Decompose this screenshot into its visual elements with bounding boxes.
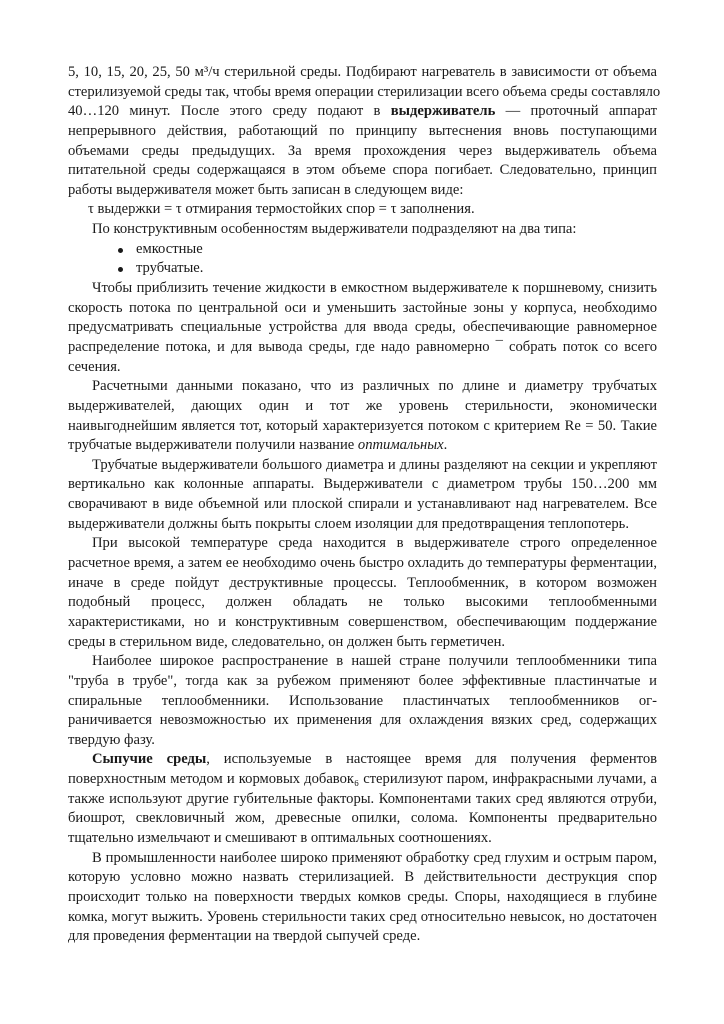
text-line xyxy=(68,770,657,790)
text-line xyxy=(68,475,657,495)
text-segment: трубчатые выдерживатели получили название xyxy=(68,437,358,454)
formula xyxy=(68,200,657,220)
text-line xyxy=(68,259,657,279)
text-line xyxy=(68,63,657,83)
text-segment: скорость потока по центральной оси и уменьшить застойные зоны у корпуса, необходимо xyxy=(68,299,657,316)
text-segment: 5, 10, 15, 20, 25, 50 м³/ч стерильной среды. Подбирают нагреватель в зависимости от объема xyxy=(68,64,657,80)
text-line xyxy=(68,83,661,103)
text-line xyxy=(68,377,657,397)
text-segment: — проточный аппарат xyxy=(495,103,657,120)
text-segment: среды в стерильном виде, следовательно, он должен быть герметичен. xyxy=(68,633,506,650)
text-line xyxy=(68,613,657,633)
text-segment: стерилизуемой среды так, чтобы время операции стерилизации всего объема среды составляло xyxy=(68,83,661,100)
text-segment: спиральные теплообменники. Использование пластинчатых теплообменников ог- xyxy=(68,692,657,709)
text-line xyxy=(68,692,657,712)
text-line xyxy=(68,200,657,220)
text-line xyxy=(68,358,657,378)
paragraph xyxy=(68,750,657,848)
text-line xyxy=(68,102,657,122)
text-segment: трубчатые. xyxy=(136,260,204,277)
text-line xyxy=(68,829,657,849)
text-segment: биошрот, свекловичный жом, древесные опилки, солома. Компоненты предварительно xyxy=(68,810,657,827)
bold-term: выдерживатель xyxy=(390,103,496,120)
text-line xyxy=(68,672,657,692)
text-line xyxy=(68,652,657,672)
text-line xyxy=(68,436,657,456)
text-segment: подобный процесс, должен обладать не только высокими теплообменными xyxy=(68,594,657,611)
paragraph xyxy=(68,63,661,200)
text-segment: . xyxy=(443,437,448,454)
text-line xyxy=(68,240,657,260)
text-segment: , используемые в настоящее время для получения ферментов xyxy=(206,751,658,768)
text-segment: емкостные xyxy=(136,240,203,257)
text-segment: расчетное время, а затем ее необходимо очень быстро охладить до температуры ферментации, xyxy=(68,555,657,572)
text-segment: происходит только на поверхности твердых комков среды. Споры, находящиеся в глубине xyxy=(68,888,657,905)
text-segment: предусматривать специальные устройства для ввода среды, обеспечивающие равномерное xyxy=(68,319,657,336)
paragraph xyxy=(68,456,657,535)
text-segment: сворачивают в виде объемной или плоской спирали и устанавливают над нагревателем. Все xyxy=(68,496,657,513)
text-line xyxy=(68,554,657,574)
text-line xyxy=(68,318,657,338)
text-line xyxy=(68,338,657,358)
text-segment: иначе в среде пойдут деструктивные процессы. Теплообменник, в котором возможен xyxy=(68,574,657,591)
text-line xyxy=(68,790,657,810)
text-segment: поверхностным методом и кормовых добавок₆ стерилизуют паром, инфракрасными лучами, а xyxy=(68,771,657,788)
text-line xyxy=(68,495,657,515)
text-line xyxy=(68,515,657,535)
text-line xyxy=(68,849,657,869)
text-segment: Трубчатые выдерживатели большого диаметра и длины разделяют на секции и укрепляют xyxy=(92,456,657,473)
text-segment: твердую фазу. xyxy=(68,731,155,748)
text-segment: наивыгоднейшим является тот, который характеризуется потоком с критерием Re = 50. Такие xyxy=(68,417,657,434)
text-line xyxy=(68,888,657,908)
text-line xyxy=(68,279,657,299)
text-segment: комка, могут выжить. Уровень стерильности таких сред относительно невысок, но достаточен xyxy=(68,908,657,925)
text-segment: По конструктивным особенностям выдерживатели подразделяют на два типа: xyxy=(92,221,577,238)
text-segment: распределение потока, и для вывода среды, где надо равномерно ¯ собрать поток со всего xyxy=(68,338,657,355)
text-line xyxy=(68,868,657,888)
text-segment: работы выдерживателя может быть записан в следующем виде: xyxy=(68,181,464,198)
document-page xyxy=(68,63,661,947)
paragraph xyxy=(68,279,657,377)
text-line xyxy=(68,299,657,319)
text-line xyxy=(68,397,657,417)
text-line xyxy=(68,161,657,181)
text-segment: τ выдержки = τ отмирания термостойких спор = τ заполнения. xyxy=(88,201,475,218)
text-segment: вертикально как колонные аппараты. Выдерживатели с диаметром трубы 150…200 мм xyxy=(68,476,657,493)
text-line xyxy=(68,534,657,554)
text-segment: 40…120 минут. После этого среду подают в xyxy=(68,103,391,120)
text-line xyxy=(68,122,657,142)
text-segment: тщательно измельчают и смешивают в оптимальных соотношениях. xyxy=(68,829,492,846)
text-line xyxy=(68,750,657,770)
paragraph xyxy=(68,652,657,750)
text-line xyxy=(68,927,657,947)
text-segment: выдерживатели должны быть покрыты слоем изоляции для предотвращения теплопотерь. xyxy=(68,515,629,532)
paragraph xyxy=(68,534,657,652)
text-segment: Наиболее широкое распространение в нашей стране получили теплообменники типа xyxy=(92,653,657,670)
text-line xyxy=(68,142,657,162)
text-line xyxy=(68,220,657,240)
text-segment: При высокой температуре среда находится в выдерживателе строго определенное xyxy=(92,535,657,552)
bullet-list-item xyxy=(68,259,657,279)
text-segment: В промышленности наиболее широко применяют обработку сред глухим и острым паром, xyxy=(92,849,657,866)
text-segment: сечения. xyxy=(68,358,121,375)
text-line xyxy=(68,574,657,594)
text-line xyxy=(68,711,657,731)
bullet-list-item xyxy=(68,240,657,260)
text-segment: также используют другие губительные факторы. Компонентами таких сред являются отруби, xyxy=(68,790,657,807)
text-segment: питательной среды содержащаяся в этом объеме спора погибает. Следовательно, принцип xyxy=(68,162,657,179)
text-line xyxy=(68,593,657,613)
text-segment: "труба в трубе", тогда как за рубежом применяют более эффективные пластинчатые и xyxy=(68,672,657,689)
italic-term: оптимальных xyxy=(357,437,444,454)
text-segment: для проведения ферментации на твердой сыпучей среде. xyxy=(68,928,421,945)
text-line xyxy=(68,181,657,201)
text-segment: Расчетными данными показано, что из различных по длине и диаметру трубчатых xyxy=(92,378,657,395)
text-segment: раничивается невозможностью их применения для охлаждения вязких сред, содержащих xyxy=(68,712,657,729)
paragraph xyxy=(68,377,657,456)
text-line xyxy=(68,809,657,829)
paragraph xyxy=(68,849,657,947)
paragraph xyxy=(68,220,657,240)
text-line xyxy=(68,633,657,653)
text-segment: Чтобы приблизить течение жидкости в емкостном выдерживателе к поршневому, снизить xyxy=(92,280,657,297)
text-line xyxy=(68,908,657,928)
text-segment: непрерывного действия, работающий по принципу вытеснения вновь поступающими xyxy=(68,122,657,139)
text-segment: которую условно можно назвать стерилизацией. В действительности деструкция спор xyxy=(68,869,657,886)
text-line xyxy=(68,456,657,476)
text-line xyxy=(68,417,657,437)
text-segment: объемами среды предыдущих. За время прохождения через выдерживатель объема xyxy=(68,142,657,159)
text-line xyxy=(68,731,657,751)
text-segment: выдерживателей, дающих один и тот же уровень стерильности, экономически xyxy=(68,397,657,414)
text-segment: характеристиками, но и конструктивным совершенством, обеспечивающим поддержание xyxy=(68,613,657,630)
bold-term: Сыпучие среды xyxy=(92,751,207,768)
